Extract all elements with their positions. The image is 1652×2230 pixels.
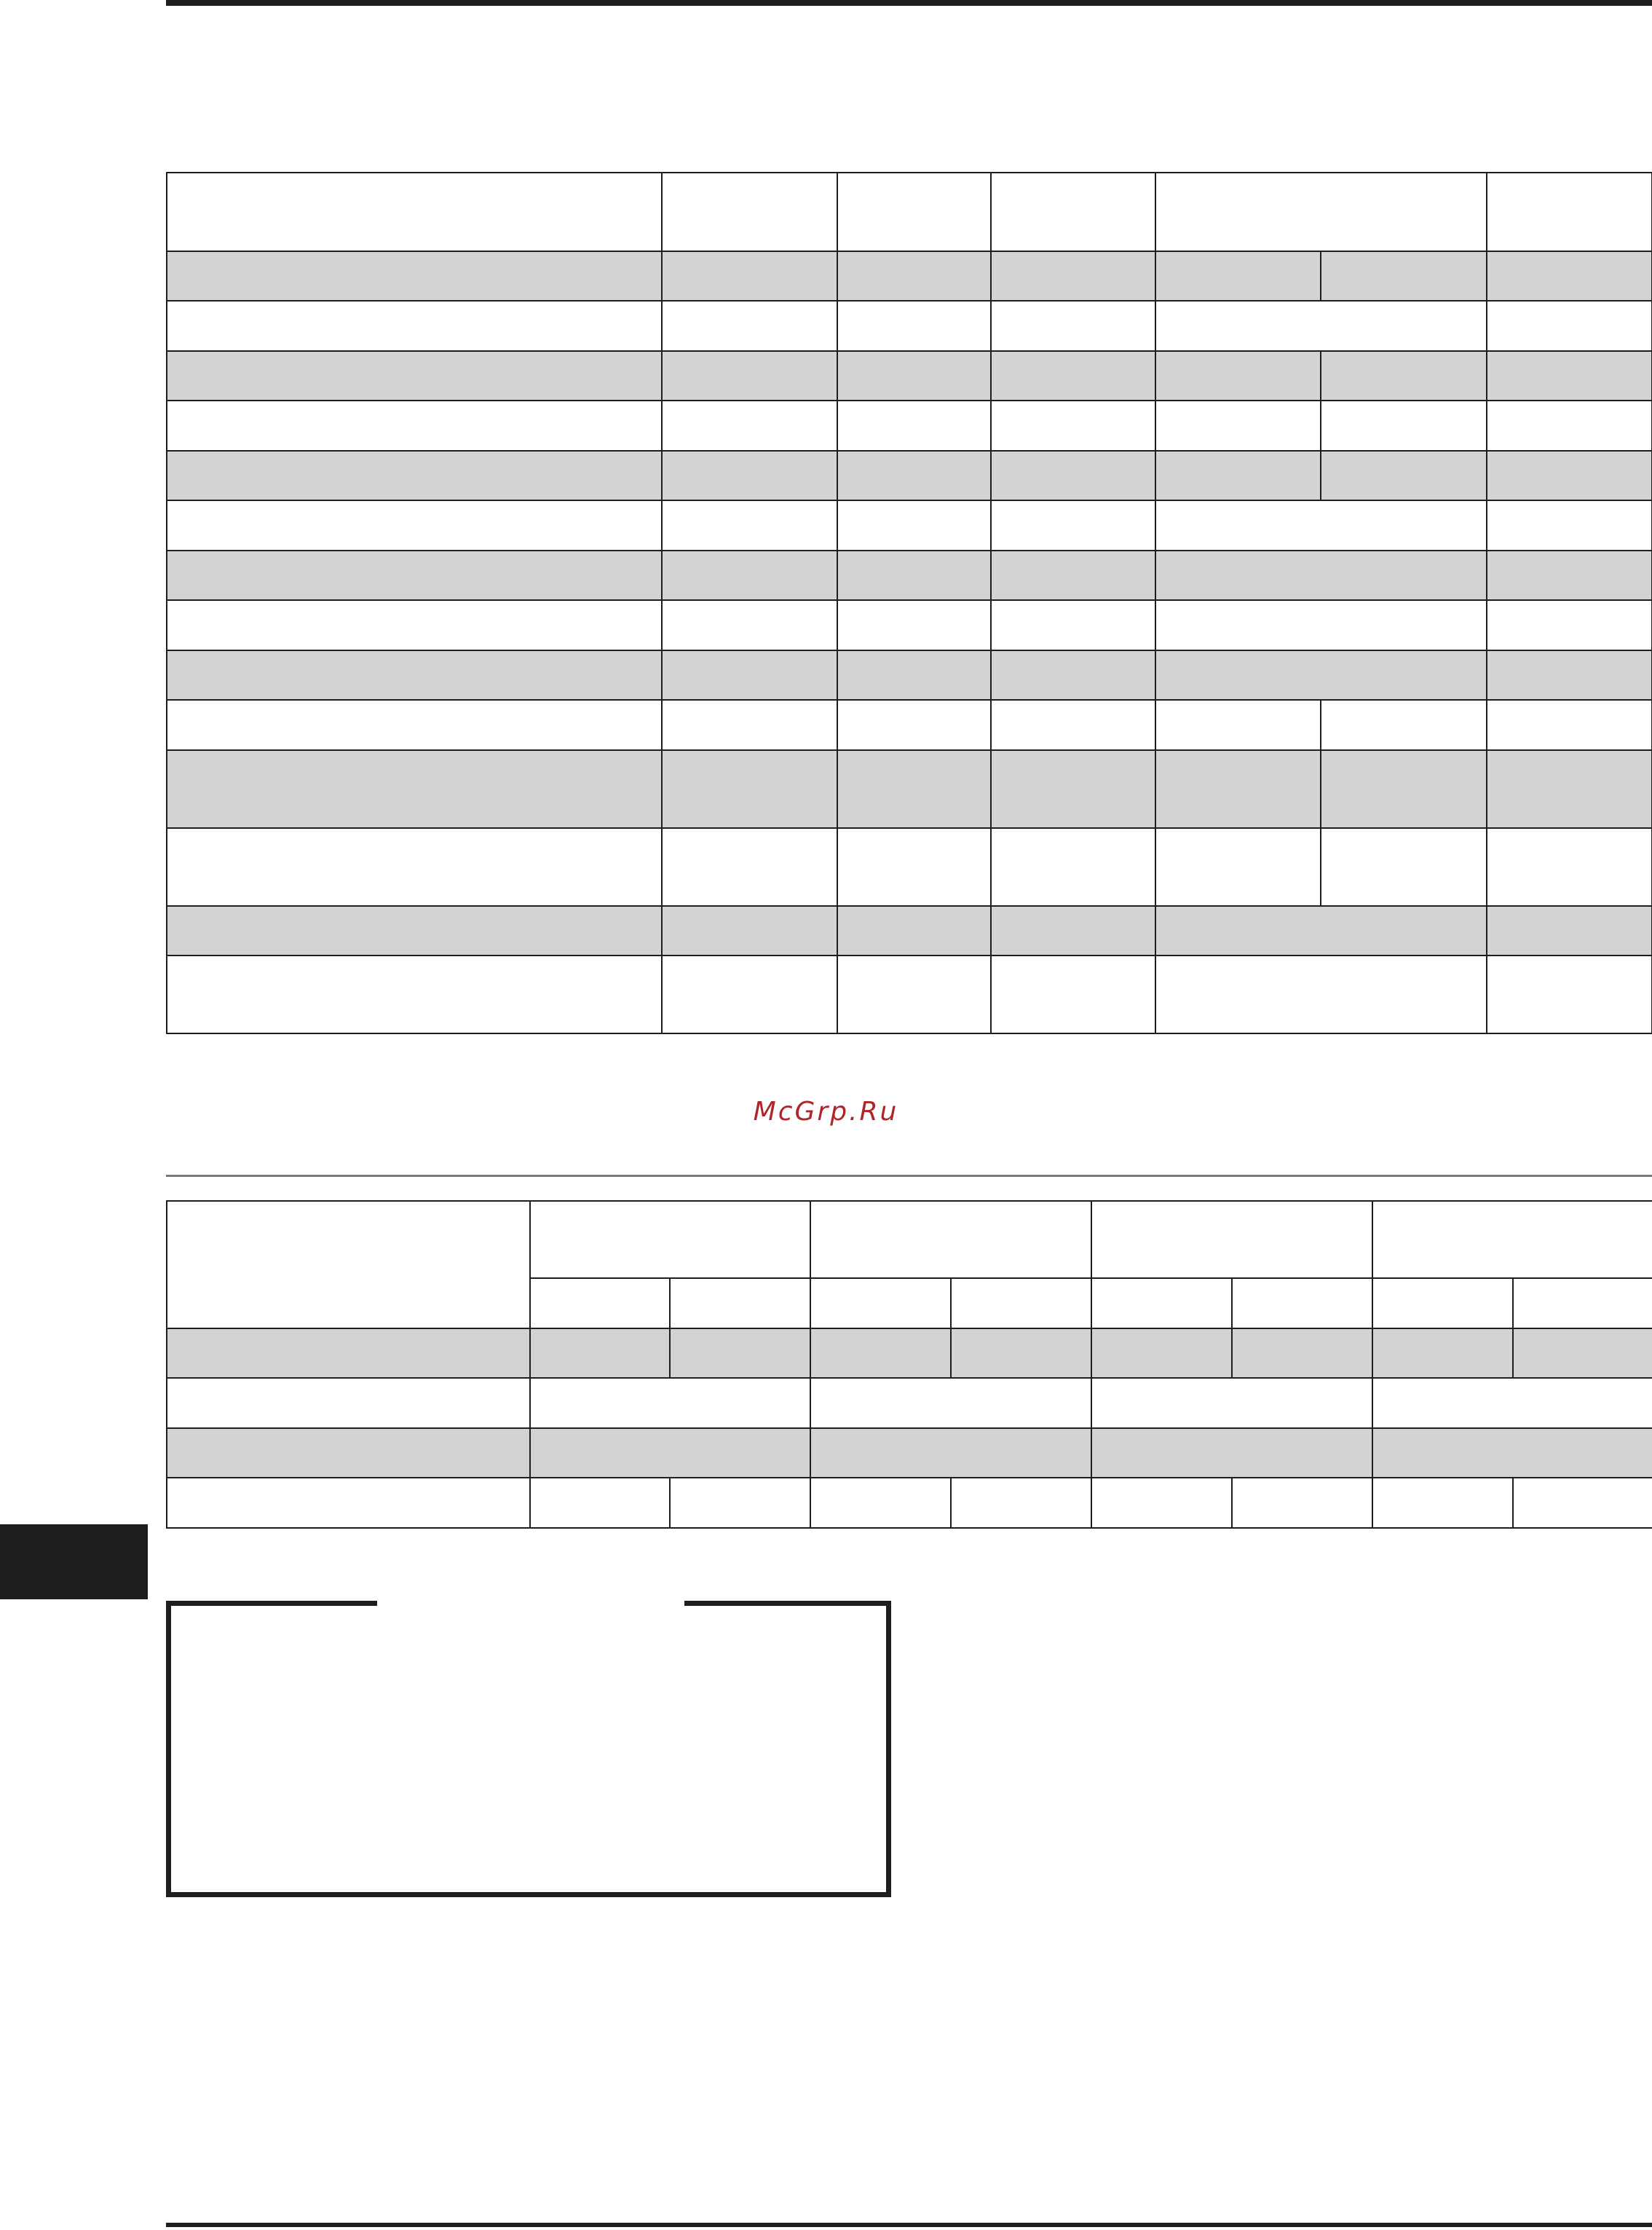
table-cell [167, 500, 662, 551]
table-cell [991, 451, 1155, 500]
table-cell [167, 1201, 530, 1328]
table-cell [1155, 828, 1321, 906]
table-cell [1321, 251, 1487, 301]
table-cell [662, 301, 837, 351]
table-row [167, 500, 1652, 551]
table-cell [167, 750, 662, 828]
table-cell [530, 1478, 670, 1528]
table-cell [167, 1378, 530, 1428]
table-cell [991, 906, 1155, 956]
table-row [167, 1378, 1652, 1428]
table-cell [1513, 1328, 1652, 1378]
table-row [167, 1428, 1652, 1478]
table-cell [662, 551, 837, 600]
table-cell [530, 1328, 670, 1378]
table-cell [1487, 906, 1652, 956]
watermark: McGrp.Ru [753, 1097, 899, 1127]
table-cell [530, 1278, 670, 1328]
table-cell [662, 956, 837, 1033]
table-cell [662, 173, 837, 251]
table-cell [1372, 1428, 1652, 1478]
table-cell [662, 500, 837, 551]
table-cell [810, 1278, 951, 1328]
table-cell [530, 1428, 810, 1478]
table-cell [951, 1328, 1091, 1378]
table-cell [837, 301, 991, 351]
table-cell [1372, 1328, 1513, 1378]
table-cell [1513, 1478, 1652, 1528]
table-cell [991, 956, 1155, 1033]
table-cell [837, 700, 991, 750]
table-cell [1091, 1278, 1232, 1328]
table-cell [991, 828, 1155, 906]
table-row [167, 750, 1652, 828]
table-cell [837, 750, 991, 828]
table-cell [1487, 700, 1652, 750]
table-cell [167, 173, 662, 251]
table-cell [1372, 1278, 1513, 1328]
table-cell [951, 1478, 1091, 1528]
table-cell [1372, 1201, 1652, 1278]
table-cell [1321, 451, 1487, 500]
table-cell [1155, 650, 1487, 700]
table-cell [837, 500, 991, 551]
table-cell [837, 906, 991, 956]
table-row [167, 828, 1652, 906]
table-one-header-row [167, 173, 1652, 251]
table-cell [837, 251, 991, 301]
table-cell [662, 351, 837, 401]
table-cell [662, 906, 837, 956]
table-row [167, 251, 1652, 301]
table-cell [167, 650, 662, 700]
table-row [167, 600, 1652, 650]
table-cell [951, 1278, 1091, 1328]
table-cell [1091, 1428, 1372, 1478]
table-cell [991, 401, 1155, 451]
table-cell [1091, 1201, 1372, 1278]
table-cell [1155, 906, 1487, 956]
table-cell [1232, 1328, 1372, 1378]
table-cell [810, 1328, 951, 1378]
table-one [166, 172, 1652, 1034]
table-cell [991, 301, 1155, 351]
table-cell [670, 1478, 810, 1528]
table-cell [991, 251, 1155, 301]
table-cell [837, 351, 991, 401]
table-cell [991, 173, 1155, 251]
table-cell [1091, 1478, 1232, 1528]
table-cell [167, 700, 662, 750]
section-divider [166, 1175, 1652, 1177]
table-cell [530, 1378, 810, 1428]
table-cell [1155, 956, 1487, 1033]
table-cell [837, 451, 991, 500]
table-two [166, 1200, 1652, 1529]
table-cell [1155, 600, 1487, 650]
table-cell [167, 1328, 530, 1378]
table-row [167, 1328, 1652, 1378]
note-box-title-gap [377, 1601, 684, 1606]
table-cell [167, 251, 662, 301]
table-row [167, 451, 1652, 500]
table-cell [1091, 1328, 1232, 1378]
table-cell [167, 551, 662, 600]
table-cell [1487, 451, 1652, 500]
table-cell [837, 173, 991, 251]
table-cell [991, 551, 1155, 600]
table-cell [662, 650, 837, 700]
table-row [167, 1478, 1652, 1528]
table-cell [1155, 351, 1321, 401]
table-cell [1372, 1378, 1652, 1428]
table-row [167, 401, 1652, 451]
table-row [167, 650, 1652, 700]
table-cell [1321, 700, 1487, 750]
table-cell [1487, 551, 1652, 600]
table-cell [1321, 828, 1487, 906]
table-cell [810, 1201, 1091, 1278]
table-cell [670, 1328, 810, 1378]
table-row [167, 956, 1652, 1033]
table-cell [1487, 251, 1652, 301]
table-cell [167, 301, 662, 351]
table-cell [662, 451, 837, 500]
table-cell [167, 401, 662, 451]
table-cell [1155, 451, 1321, 500]
table-row [167, 301, 1652, 351]
table-cell [662, 251, 837, 301]
table-cell [1487, 173, 1652, 251]
table-cell [1155, 551, 1487, 600]
table-cell [991, 750, 1155, 828]
table-cell [670, 1278, 810, 1328]
table-cell [167, 451, 662, 500]
table-two-header-row [167, 1201, 1652, 1278]
table-cell [1155, 500, 1487, 551]
table-cell [837, 650, 991, 700]
table-cell [1487, 301, 1652, 351]
table-cell [991, 351, 1155, 401]
table-cell [1091, 1378, 1372, 1428]
table-cell [1487, 750, 1652, 828]
table-cell [1232, 1278, 1372, 1328]
note-box [166, 1601, 891, 1897]
table-cell [530, 1201, 810, 1278]
table-cell [1321, 750, 1487, 828]
table-cell [837, 956, 991, 1033]
table-cell [837, 401, 991, 451]
table-cell [991, 500, 1155, 551]
table-cell [167, 351, 662, 401]
section-tab-marker [0, 1524, 148, 1599]
table-cell [167, 956, 662, 1033]
table-cell [837, 600, 991, 650]
table-cell [662, 828, 837, 906]
table-cell [167, 1478, 530, 1528]
table-cell [810, 1428, 1091, 1478]
table-cell [1487, 600, 1652, 650]
table-row [167, 906, 1652, 956]
table-cell [1321, 401, 1487, 451]
table-row [167, 351, 1652, 401]
table-cell [1155, 401, 1321, 451]
bottom-rule [166, 2223, 1652, 2227]
table-cell [167, 828, 662, 906]
table-cell [991, 650, 1155, 700]
table-cell [167, 600, 662, 650]
table-cell [1155, 301, 1487, 351]
table-cell [1155, 251, 1321, 301]
table-cell [837, 551, 991, 600]
table-cell [1487, 650, 1652, 700]
table-cell [662, 750, 837, 828]
table-cell [167, 906, 662, 956]
table-cell [1487, 401, 1652, 451]
table-cell [167, 1428, 530, 1478]
table-cell [1155, 750, 1321, 828]
table-cell [1487, 351, 1652, 401]
table-cell [662, 401, 837, 451]
table-cell [1372, 1478, 1513, 1528]
table-cell [1487, 828, 1652, 906]
table-cell [837, 828, 991, 906]
top-rule [166, 0, 1652, 6]
table-cell [662, 600, 837, 650]
table-cell [1487, 956, 1652, 1033]
table-cell [1321, 351, 1487, 401]
table-cell [991, 600, 1155, 650]
table-row [167, 700, 1652, 750]
table-cell [810, 1378, 1091, 1428]
table-cell [1232, 1478, 1372, 1528]
table-cell [1487, 500, 1652, 551]
table-cell [991, 700, 1155, 750]
table-cell [1155, 700, 1321, 750]
table-row [167, 551, 1652, 600]
table-cell [662, 700, 837, 750]
table-cell [810, 1478, 951, 1528]
table-cell [1513, 1278, 1652, 1328]
table-cell [1155, 173, 1487, 251]
